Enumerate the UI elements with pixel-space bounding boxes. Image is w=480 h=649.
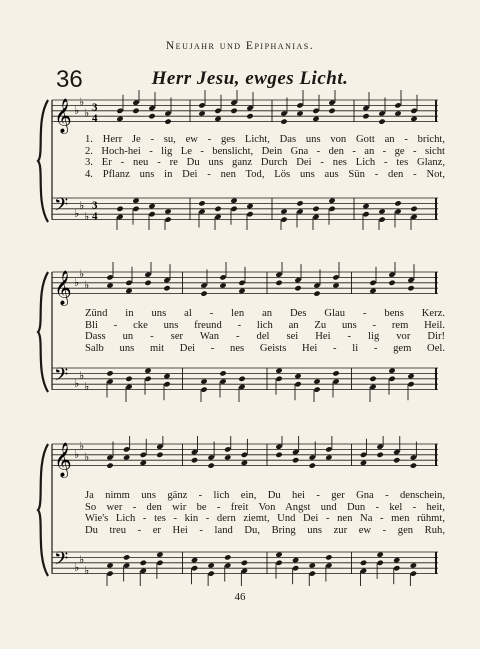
note-head (246, 203, 253, 209)
note-head (275, 367, 282, 373)
lyric-line: 2. Hoch-hei - lig Le - benslicht, Dein Gna - den - an - ge - sicht (85, 145, 445, 157)
note-head (191, 457, 198, 463)
lyric-line: Ja nimm uns gänz - lich ein, Du hei - ger Gna - denschein, (85, 490, 445, 501)
flat-icon: ♭ (84, 450, 90, 464)
note-head (294, 373, 301, 379)
note-head (369, 376, 376, 382)
bass-clef: 𝄢 (54, 195, 69, 221)
treble-clef: 𝄞 (54, 98, 72, 134)
hymn-number: 36 (56, 66, 83, 93)
note-head (148, 203, 155, 209)
lyric-line: Salb uns mit Dei - nes Geists Hei - li - gem Oel. (85, 343, 445, 355)
lyric-line: Wie's Lich - tes - kin - dern ziemt, Und Dei - nen Na - men rühmt, (85, 513, 445, 525)
note-head (325, 454, 332, 460)
hymn-title: Herr Jesu, ewges Licht. (151, 68, 349, 89)
note-head (325, 554, 332, 560)
flat-icon: ♭ (74, 561, 80, 575)
note-head (214, 206, 221, 212)
note-head (309, 562, 316, 568)
lyric-line: 4. Pflanz uns in Dei - nen Tod, Lös uns aus Sün - den - Not, (85, 169, 445, 181)
time-signature: 4 (92, 112, 98, 125)
note-head (191, 557, 198, 563)
brace (38, 100, 48, 222)
note-head (292, 457, 299, 463)
note-head (393, 557, 400, 563)
note-head (125, 376, 132, 382)
note-head (407, 285, 414, 291)
note-head (106, 562, 113, 568)
lyric-line: Zünd in uns al - len an Des Glau - bens Kerz. (85, 308, 445, 319)
note-head (198, 200, 205, 206)
note-head (393, 457, 400, 463)
lyric-line: 3. Er - neu - re Du uns ganz Durch Dei - nes Lich - tes Glanz, (85, 157, 445, 169)
note-head (332, 282, 339, 288)
note-head (207, 562, 214, 568)
note-head (144, 280, 151, 286)
flat-icon: ♭ (79, 369, 85, 383)
note-head (280, 208, 287, 214)
note-head (360, 560, 367, 566)
note-head (294, 285, 301, 291)
brace (38, 444, 48, 576)
note-head (241, 460, 248, 466)
flat-icon: ♭ (84, 379, 90, 393)
flat-icon: ♭ (84, 209, 90, 223)
note-head (163, 285, 170, 291)
flat-icon: ♭ (84, 278, 90, 292)
treble-clef: 𝄞 (54, 442, 72, 478)
flat-icon: ♭ (84, 106, 90, 120)
note-head (140, 560, 147, 566)
note-head (106, 282, 113, 288)
note-head (132, 197, 139, 203)
bass-clef: 𝄢 (54, 365, 69, 391)
note-head (200, 290, 207, 296)
note-head (312, 206, 319, 212)
note-head (164, 118, 171, 124)
note-head (140, 460, 147, 466)
flat-icon: ♭ (74, 103, 80, 117)
note-head (106, 462, 113, 468)
note-head (309, 462, 316, 468)
flat-icon: ♭ (74, 207, 80, 221)
note-head (388, 280, 395, 286)
note-head (312, 116, 319, 122)
time-signature: 4 (92, 210, 98, 223)
brace (38, 272, 48, 392)
note-head (156, 452, 163, 458)
note-head (275, 551, 282, 557)
note-head (230, 197, 237, 203)
lyrics-system-3 (85, 490, 445, 537)
note-head (219, 370, 226, 376)
note-head (238, 288, 245, 294)
note-head (410, 206, 417, 212)
note-head (132, 108, 139, 114)
note-head (410, 462, 417, 468)
lyrics-system-2 (85, 308, 445, 355)
note-head (116, 206, 123, 212)
note-head (224, 454, 231, 460)
note-head (200, 378, 207, 384)
flat-icon: ♭ (79, 439, 85, 453)
note-head (198, 110, 205, 116)
note-head (144, 367, 151, 373)
note-head (219, 282, 226, 288)
note-head (156, 551, 163, 557)
lyric-line: So wer - den wir be - freit Von Angst und Dun - kel - heit, (85, 501, 445, 513)
treble-clef: 𝄞 (54, 270, 72, 306)
note-head (313, 378, 320, 384)
note-head (369, 288, 376, 294)
flat-icon: ♭ (79, 267, 85, 281)
note-head (292, 557, 299, 563)
note-head (362, 113, 369, 119)
flat-icon: ♭ (74, 275, 80, 289)
note-head (148, 113, 155, 119)
note-head (378, 208, 385, 214)
flat-icon: ♭ (84, 563, 90, 577)
note-head (407, 373, 414, 379)
note-head (296, 110, 303, 116)
note-head (123, 554, 130, 560)
note-head (328, 197, 335, 203)
lyric-line: Du treu - er Hei - land Du, Bring uns zur ew - gen Ruh, (85, 525, 445, 537)
lyric-line: 1. Herr Je - su, ew - ges Licht, Das uns von Gott an - bricht, (85, 134, 445, 145)
note-head (238, 376, 245, 382)
note-head (125, 288, 132, 294)
note-head (394, 110, 401, 116)
note-head (275, 280, 282, 286)
note-head (116, 116, 123, 122)
note-head (376, 452, 383, 458)
lyrics-system-1 (85, 134, 445, 181)
note-head (313, 290, 320, 296)
note-head (224, 554, 231, 560)
note-head (410, 116, 417, 122)
flat-icon: ♭ (79, 199, 85, 213)
note-head (230, 108, 237, 114)
note-head (241, 560, 248, 566)
time-signature: 3 (92, 101, 98, 114)
note-head (296, 200, 303, 206)
note-head (362, 203, 369, 209)
page-number: 46 (234, 591, 246, 603)
flat-icon: ♭ (74, 377, 80, 391)
note-head (214, 116, 221, 122)
note-head (376, 551, 383, 557)
note-head (275, 452, 282, 458)
note-head (410, 562, 417, 568)
note-head (332, 370, 339, 376)
note-head (378, 118, 385, 124)
note-head (163, 373, 170, 379)
lyric-line: Dass un - ser Wan - del sei Hei - lig vor Dir! (85, 331, 445, 343)
note-head (106, 370, 113, 376)
note-head (164, 208, 171, 214)
flat-icon: ♭ (79, 553, 85, 567)
running-header: Neujahr und Epiphanias. (165, 40, 315, 52)
note-head (207, 462, 214, 468)
note-head (360, 460, 367, 466)
note-head (388, 367, 395, 373)
flat-icon: ♭ (79, 95, 85, 109)
bass-clef: 𝄢 (54, 549, 69, 575)
lyric-line: Bli - cke uns freund - lich an Zu uns - rem Heil. (85, 319, 445, 331)
note-head (394, 200, 401, 206)
note-head (246, 113, 253, 119)
time-signature: 3 (92, 199, 98, 212)
note-head (123, 454, 130, 460)
note-head (280, 118, 287, 124)
flat-icon: ♭ (74, 447, 80, 461)
note-head (328, 108, 335, 114)
